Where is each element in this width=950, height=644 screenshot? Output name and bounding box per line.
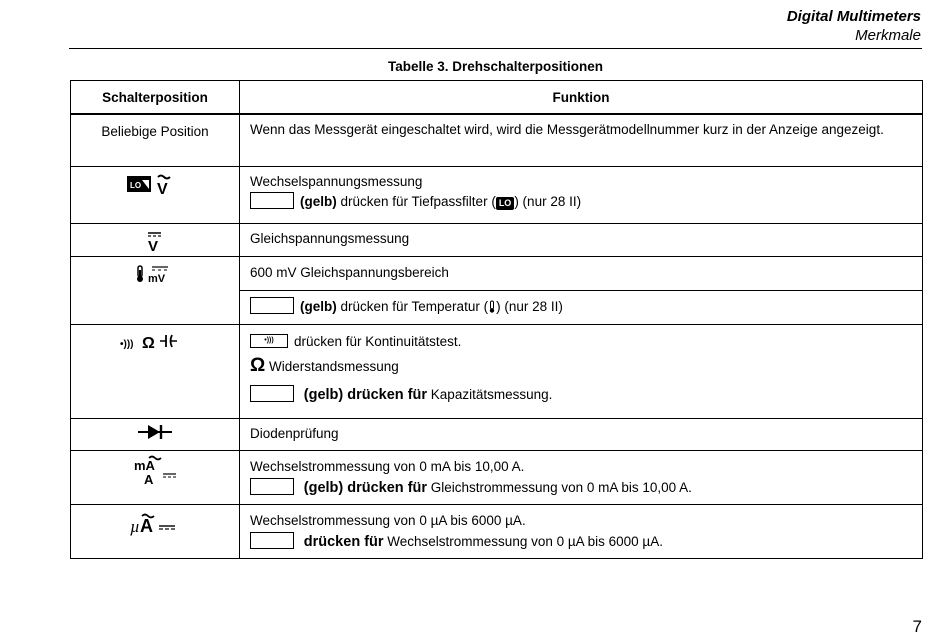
switch-position-table xyxy=(70,80,923,559)
table-header-row xyxy=(71,81,923,115)
continuity-key: •))) xyxy=(250,334,288,348)
function-text: Widerstandsmessung xyxy=(269,358,399,374)
function-cell xyxy=(240,256,923,324)
yellow-key xyxy=(250,297,294,314)
key-label: drücken für xyxy=(303,533,384,550)
header-subtitle: Merkmale xyxy=(855,27,921,44)
yellow-key xyxy=(250,192,294,209)
svg-text:V: V xyxy=(148,237,159,252)
function-text: Diodenprüfung xyxy=(250,425,339,441)
position-acv-lo xyxy=(71,166,240,223)
function-cell xyxy=(240,418,923,450)
v-dc-icon xyxy=(145,230,165,252)
yellow-key xyxy=(250,385,294,402)
function-cell xyxy=(240,114,923,166)
svg-text:LO: LO xyxy=(130,180,142,190)
function-text: Gleichspannungsmessung xyxy=(250,230,410,246)
thermometer-icon xyxy=(488,300,496,313)
position-ua xyxy=(71,504,240,558)
function-text: ) (nur 28 II) xyxy=(514,193,582,209)
yellow-key xyxy=(250,478,294,495)
col-header-position: Schalterposition xyxy=(71,81,240,115)
function-text: Kapazitätsmessung. xyxy=(430,386,553,402)
svg-text:•))): •))) xyxy=(120,338,134,350)
table-row xyxy=(71,114,923,166)
function-key-line xyxy=(250,383,912,407)
position-diode xyxy=(71,418,240,450)
table-row xyxy=(71,418,923,450)
table-row xyxy=(71,504,923,558)
svg-text:A: A xyxy=(144,471,154,487)
table-row xyxy=(71,450,923,504)
key xyxy=(250,532,294,549)
lo-v-ac-icon xyxy=(125,173,185,197)
function-text: ) (nur 28 II) xyxy=(496,298,563,314)
function-text: Wenn das Messgerät eingeschaltet wird, wird die Messgerätmodellnummer kurz in der Anzeige angezeigt. xyxy=(250,122,884,137)
svg-text:V: V xyxy=(157,180,168,197)
function-cell xyxy=(240,166,923,223)
table-row xyxy=(71,223,923,256)
col-header-function: Funktion xyxy=(240,81,923,115)
key-label: (gelb) xyxy=(300,298,337,314)
position-mv-temp xyxy=(71,256,240,324)
table-caption: Tabelle 3. Drehschalterpositionen xyxy=(387,59,604,74)
table-row xyxy=(71,256,923,324)
ohm-icon: Ω xyxy=(250,354,266,376)
function-text: drücken für Tiefpassfilter ( xyxy=(336,193,496,209)
svg-text:mA: mA xyxy=(134,457,155,473)
key-label: (gelb) drücken für xyxy=(303,479,428,496)
header-rule xyxy=(69,48,922,49)
continuity-ohm-capacitance-icon xyxy=(120,331,190,353)
function-cell xyxy=(240,504,923,558)
function-key-line xyxy=(250,477,912,499)
function-text: Wechselstrommessung von 0 mA bis 10,00 A. xyxy=(250,458,525,474)
svg-text:mV: mV xyxy=(148,272,166,285)
key-label: (gelb) drücken für xyxy=(303,386,428,403)
table-row xyxy=(71,324,923,418)
function-key-line xyxy=(250,354,912,379)
position-any: Beliebige Position xyxy=(71,114,240,166)
function-subrow xyxy=(240,291,922,323)
svg-text:Ω: Ω xyxy=(142,334,155,352)
position-ohm-continuity-cap xyxy=(71,324,240,418)
function-text: drücken für Kontinuitätstest. xyxy=(294,333,462,349)
function-text: 600 mV Gleichspannungsbereich xyxy=(250,264,449,280)
function-text: drücken für Temperatur ( xyxy=(336,298,489,314)
function-subrow xyxy=(240,257,922,291)
position-ma-a xyxy=(71,450,240,504)
lowpass-filter-icon: LO xyxy=(496,197,515,210)
ua-ac-dc-icon xyxy=(128,510,182,536)
function-cell xyxy=(240,324,923,418)
function-key-line xyxy=(250,330,912,354)
function-cell xyxy=(240,450,923,504)
page-number: 7 xyxy=(912,617,922,636)
thermometer-mv-dc-icon xyxy=(135,263,175,285)
ma-a-icon xyxy=(130,453,180,487)
diode-icon xyxy=(137,423,173,441)
function-cell xyxy=(240,223,923,256)
function-text: Wechselstrommessung von 0 µA bis 6000 µA. xyxy=(250,512,526,528)
position-dcv xyxy=(71,223,240,256)
svg-text:A: A xyxy=(140,515,153,536)
header-title: Digital Multimeters xyxy=(786,8,921,25)
function-text: Gleichstrommessung von 0 mA bis 10,00 A. xyxy=(427,479,692,495)
table-row xyxy=(71,166,923,223)
svg-text:µ: µ xyxy=(130,516,140,536)
function-key-line xyxy=(250,531,912,553)
function-key-line xyxy=(250,192,912,212)
function-text: Wechselspannungsmessung xyxy=(250,173,423,189)
key-label: (gelb) xyxy=(300,193,337,209)
function-text: Wechselstrommessung von 0 µA bis 6000 µA. xyxy=(383,533,663,549)
